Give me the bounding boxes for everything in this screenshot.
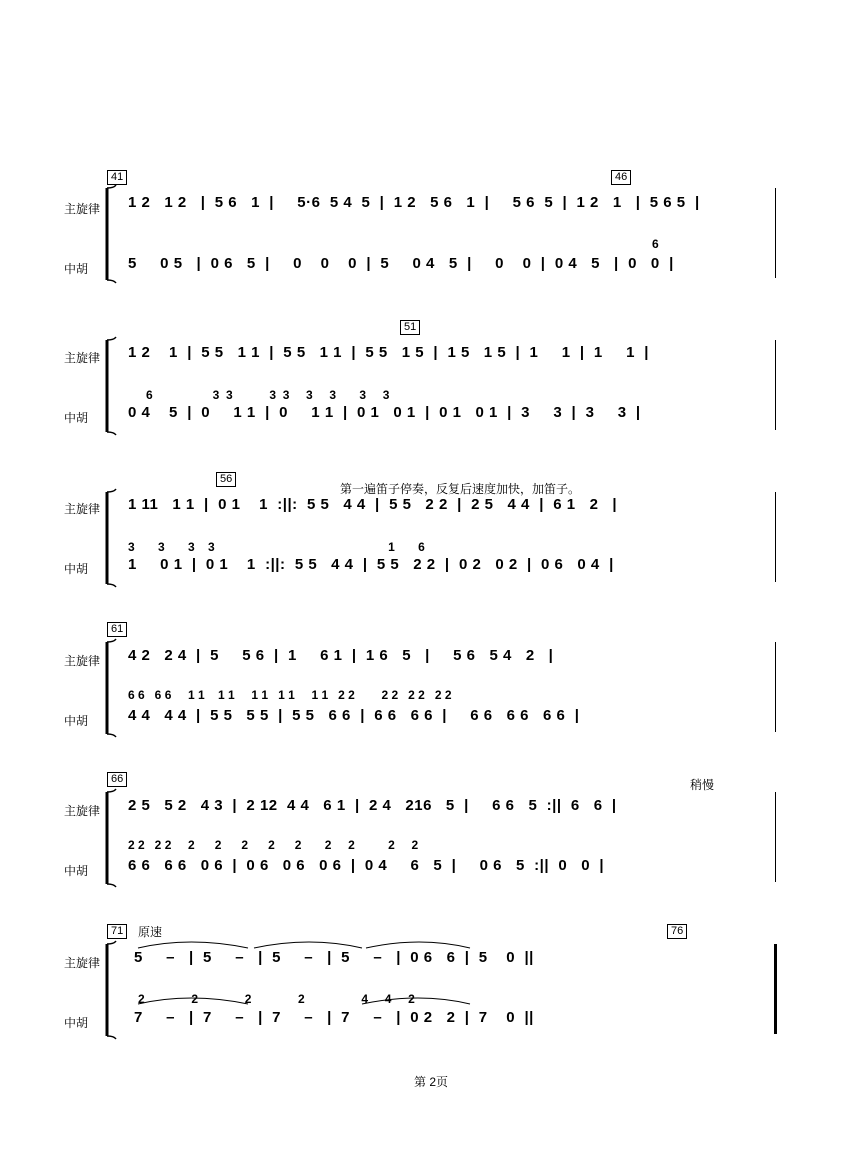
part-label-melody: 主旋律: [64, 654, 101, 668]
system-2: [0, 318, 862, 443]
system-1: [0, 160, 862, 285]
zhonghu-upper-notes: 3 3 3 3 1 6: [128, 540, 425, 554]
measure-number-56: 56: [216, 472, 236, 487]
part-label-melody: 主旋律: [64, 804, 101, 818]
part-label-melody: 主旋律: [64, 956, 101, 970]
part-label-zhonghu: 中胡: [64, 262, 89, 276]
zhonghu-notes: 7 – | 7 – | 7 – | 7 – | 0 2 2 | 7 0 ||: [134, 1009, 534, 1026]
part-label-zhonghu: 中胡: [64, 411, 89, 425]
zhonghu-upper-notes: 2 2 2 2 4 4 2: [138, 992, 415, 1006]
melody-notes: 5 – | 5 – | 5 – | 5 – | 0 6 6 | 5 0 ||: [134, 949, 534, 966]
measure-number-71: 71: [107, 924, 127, 939]
part-label-zhonghu: 中胡: [64, 562, 89, 576]
measure-number-76: 76: [667, 924, 687, 939]
system-end-barline: [775, 340, 776, 430]
part-label-zhonghu: 中胡: [64, 1016, 89, 1030]
system-brace: [104, 336, 118, 436]
system-brace: [104, 788, 118, 888]
melody-notes: 1 2 1 2 | 5 6 1 | 5·6 5 4 5 | 1 2 5 6 1 | 5 6 5 | 1 2 1 | 5 6 5 |: [128, 194, 700, 211]
part-label-melody: 主旋律: [64, 502, 101, 516]
measure-number-51: 51: [400, 320, 420, 335]
system-5: [0, 770, 862, 895]
system-end-barline: [775, 492, 776, 582]
repeat-annotation: 第一遍笛子停奏，反复后速度加快，加笛子。: [340, 482, 581, 496]
measure-number-66: 66: [107, 772, 127, 787]
part-label-zhonghu: 中胡: [64, 714, 89, 728]
original-tempo-annotation: 原速: [138, 925, 163, 939]
measure-number-46: 46: [611, 170, 631, 185]
melody-notes: 2 5 5 2 4 3 | 2 12 4 4 6 1 | 2 4 216 5 | 6 6 5 :|| 6 6 |: [128, 797, 617, 814]
system-brace: [104, 638, 118, 738]
measure-number-61: 61: [107, 622, 127, 637]
part-label-melody: 主旋律: [64, 351, 101, 365]
measure-number-41: 41: [107, 170, 127, 185]
system-4: [0, 620, 862, 745]
zhonghu-notes: 5 0 5 | 0 6 5 | 0 0 0 | 5 0 4 5 | 0 0 | 0 4 5 | 0 0 |: [128, 255, 674, 272]
zhonghu-upper-notes: 6 6 6 6 1 1 1 1 1 1 1 1 1 1 2 2 2 2 2 2 2 2: [128, 688, 452, 702]
system-brace: [104, 940, 118, 1040]
system-3: [0, 470, 862, 595]
part-label-melody: 主旋律: [64, 202, 101, 216]
part-label-zhonghu: 中胡: [64, 864, 89, 878]
system-end-barline: [775, 792, 776, 882]
final-barline: [774, 944, 777, 1034]
page-footer: 第 2页: [413, 1075, 448, 1089]
zhonghu-upper-notes: 2 2 2 2 2 2 2 2 2 2 2 2 2: [128, 838, 419, 852]
zhonghu-notes: 0 4 5 | 0 1 1 | 0 1 1 | 0 1 0 1 | 0 1 0 1 | 3 3 | 3 3 |: [128, 404, 641, 421]
melody-notes: 1 11 1 1 | 0 1 1 :||: 5 5 4 4 | 5 5 2 2 | 2 5 4 4 | 6 1 2 |: [128, 496, 618, 513]
melody-notes: 1 2 1 | 5 5 1 1 | 5 5 1 1 | 5 5 1 5 | 1 5 1 5 | 1 1 | 1 1 |: [128, 344, 649, 361]
system-end-barline: [775, 642, 776, 732]
system-brace: [104, 488, 118, 588]
zhonghu-notes: 1 0 1 | 0 1 1 :||: 5 5 4 4 | 5 5 2 2 | 0 2 0 2 | 0 6 0 4 |: [128, 556, 614, 573]
system-brace: [104, 184, 118, 284]
melody-notes: 4 2 2 4 | 5 5 6 | 1 6 1 | 1 6 5 | 5 6 5 4 2 |: [128, 647, 554, 664]
zhonghu-notes: 4 4 4 4 | 5 5 5 5 | 5 5 6 6 | 6 6 6 6 | 6 6 6 6 6 6 |: [128, 707, 580, 724]
slower-annotation: 稍慢: [690, 778, 715, 792]
system-6: [0, 922, 862, 1047]
zhonghu-upper-notes: 6 3 3 3 3 3 3 3 3: [146, 388, 390, 402]
system-end-barline: [775, 188, 776, 278]
zhonghu-notes: 6 6 6 6 0 6 | 0 6 0 6 0 6 | 0 4 6 5 | 0 6 5 :|| 0 0 |: [128, 857, 605, 874]
zhonghu-upper-notes: 6: [652, 237, 659, 251]
